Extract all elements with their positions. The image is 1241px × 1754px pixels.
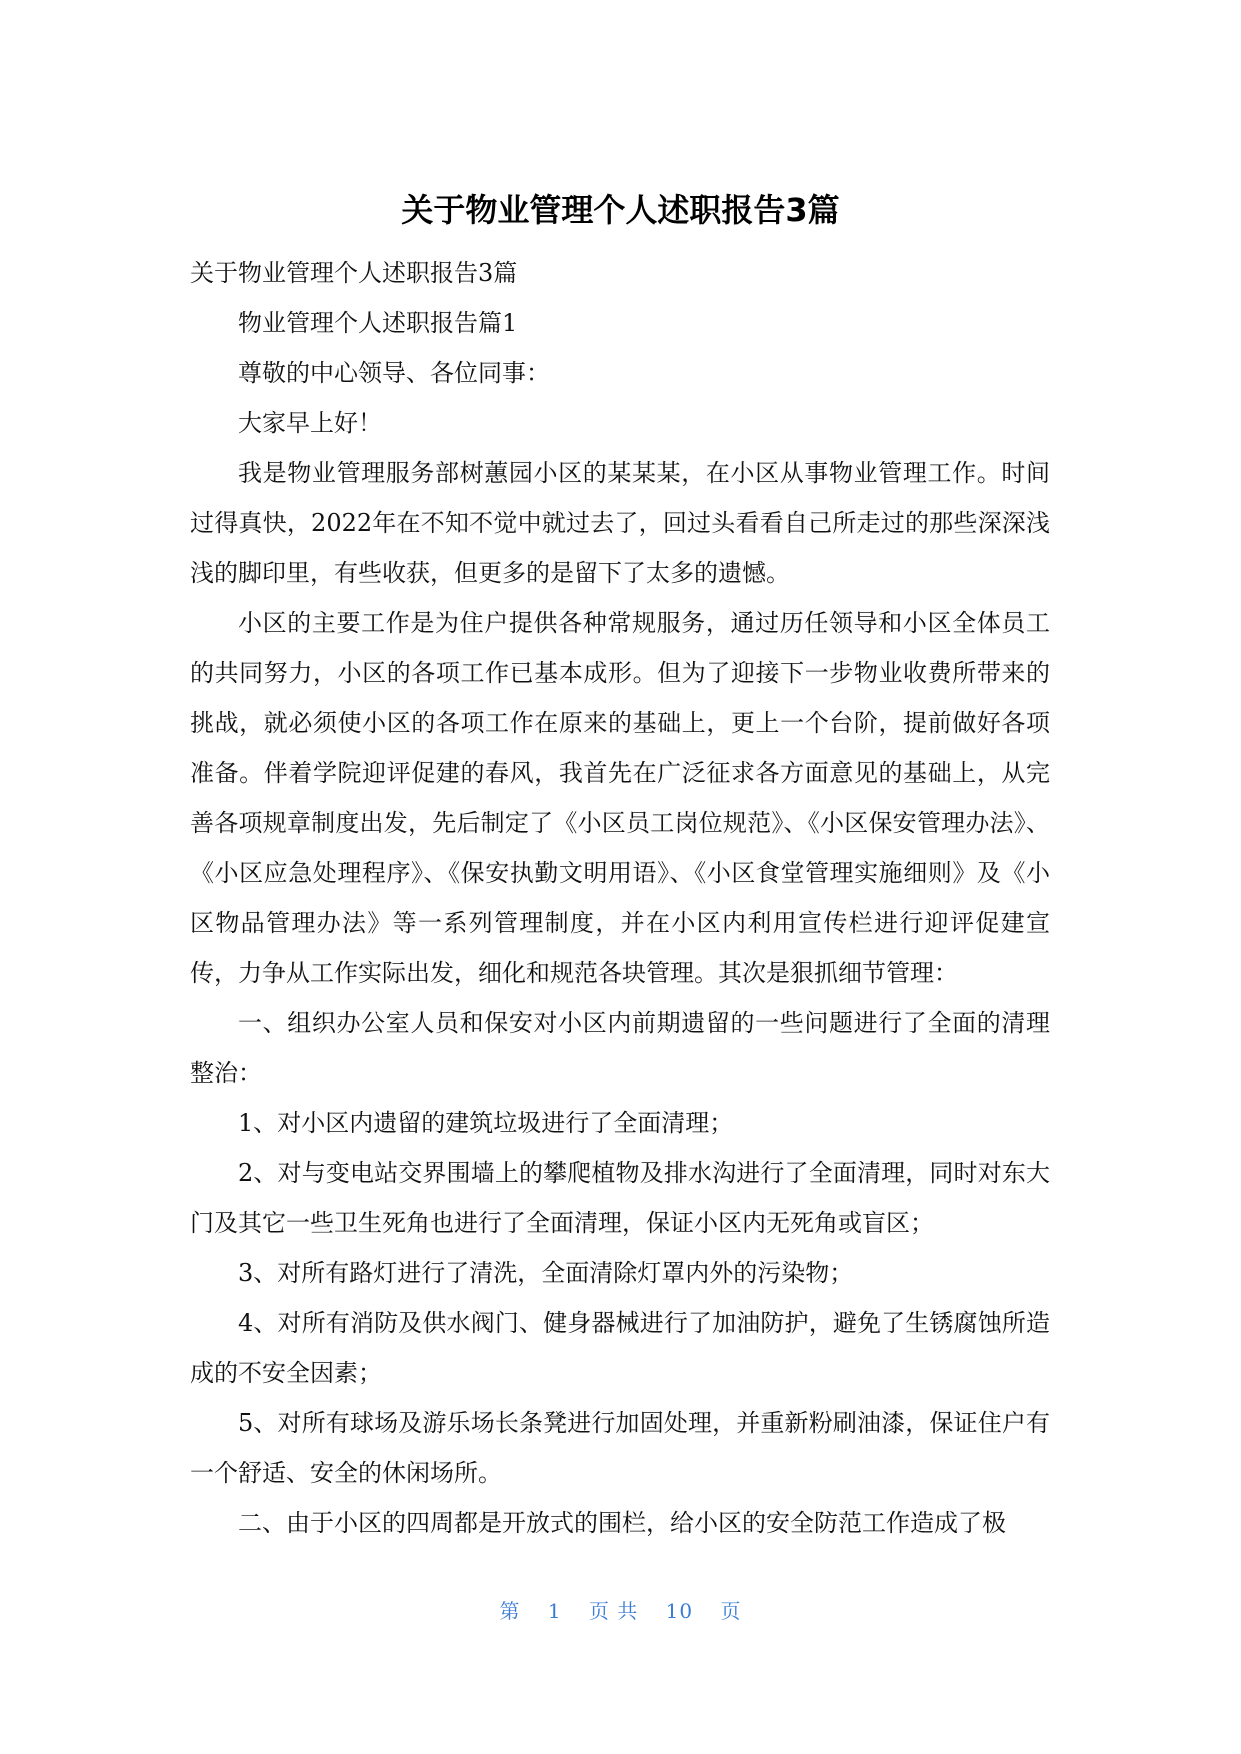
paragraph: 小区的主要工作是为住户提供各种常规服务，通过历任领导和小区全体员工的共同努力，小区的各项工作已基本成形。但为了迎接下一步物业收费所带来的挑战，就必须使小区的各项工作在原来的基础上，更上一个台阶，提前做好各项准备。伴着学院迎评促建的春风，我首先在广泛征求各方面意见的基础上，从完善各项规章制度出发，先后制定了《小区员工岗位规范》、《小区保安管理办法》、《小区应急处理程序》、《保安执勤文明用语》、《小区食堂管理实施细则》及《小区物品管理办法》等一系列管理制度，并在小区内利用宣传栏进行迎评促建宣传，力争从工作实际出发，细化和规范各块管理。其次是狠抓细节管理： <box>190 609 1050 987</box>
paragraph: 二、由于小区的四周都是开放式的围栏，给小区的安全防范工作造成了极 <box>238 1509 1006 1537</box>
footer-page-label: 第 <box>499 1599 521 1623</box>
footer-page-end-label: 页 <box>720 1599 742 1623</box>
paragraph: 大家早上好！ <box>238 409 382 437</box>
document-body <box>190 248 1050 1548</box>
paragraph: 1、对小区内遗留的建筑垃圾进行了全面清理； <box>238 1109 734 1137</box>
footer-page-of-label: 页 共 <box>588 1599 639 1623</box>
paragraph: 5、对所有球场及游乐场长条凳进行加固处理，并重新粉刷油漆，保证住户有一个舒适、安全的休闲场所。 <box>190 1409 1050 1487</box>
footer-total-pages: 10 <box>665 1599 694 1623</box>
paragraph: 物业管理个人述职报告篇1 <box>238 309 518 337</box>
paragraph: 我是物业管理服务部树蕙园小区的某某某，在小区从事物业管理工作。时间过得真快，2022年在不知不觉中就过去了，回过头看看自己所走过的那些深深浅浅的脚印里，有些收获，但更多的是留下了太多的遗憾。 <box>190 459 1050 587</box>
page-footer <box>0 1596 1241 1626</box>
paragraph: 2、对与变电站交界围墙上的攀爬植物及排水沟进行了全面清理，同时对东大门及其它一些卫生死角也进行了全面清理，保证小区内无死角或盲区； <box>190 1159 1050 1237</box>
footer-current-page: 1 <box>547 1599 562 1623</box>
paragraph: 3、对所有路灯进行了清洗，全面清除灯罩内外的污染物； <box>238 1259 854 1287</box>
paragraph: 关于物业管理个人述职报告3篇 <box>190 259 518 287</box>
document-title: 关于物业管理个人述职报告3篇 <box>401 191 840 229</box>
paragraph: 4、对所有消防及供水阀门、健身器械进行了加油防护，避免了生锈腐蚀所造成的不安全因素； <box>190 1309 1050 1387</box>
paragraph: 一、组织办公室人员和保安对小区内前期遗留的一些问题进行了全面的清理整治： <box>190 1009 1050 1087</box>
paragraph: 尊敬的中心领导、各位同事： <box>238 359 550 387</box>
